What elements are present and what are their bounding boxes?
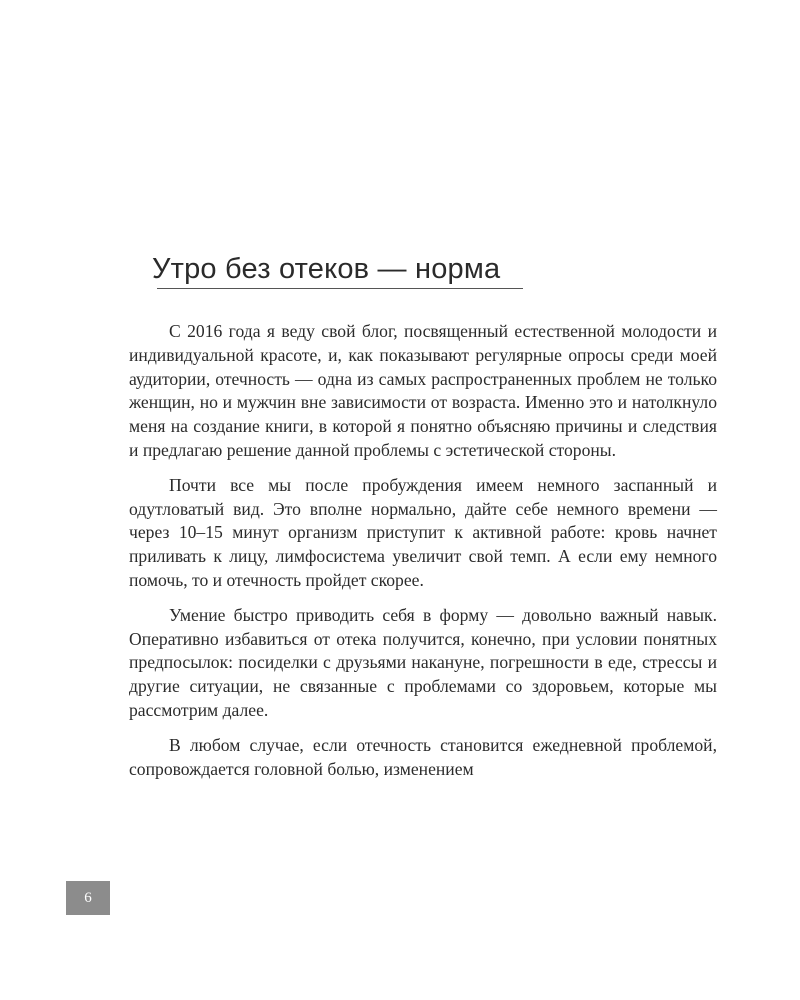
paragraph: В любом случае, если отечность становится ежедневной проблемой, сопровождается головной болью, изменением — [129, 734, 717, 779]
chapter-title: Утро без отеков — норма — [152, 253, 501, 285]
paragraph: С 2016 года я веду свой блог, посвященный естественной молодости и индивидуальной красоте, и, как показывают регулярные опросы среди моей аудитории, отечность — одна из самых распространенных проблем не только женщин, но и мужчин вне зависимости от возраста. Именно это и натолкнуло меня на создание книги, в которой я понятно объясняю причины и следствия и предлагаю решение данной проблемы с эстетической стороны. — [129, 321, 717, 460]
paragraph: Умение быстро приводить себя в форму — довольно важный навык. Оперативно избавиться от отека получится, конечно, при условии понятных предпосылок: посиделки с друзьями накануне, погрешности в еде, стрессы и другие ситуации, не связанные с проблемами со здоровьем, которые мы рассмотрим далее. — [129, 604, 717, 720]
paragraph: Почти все мы после пробуждения имеем немного заспанный и одутловатый вид. Это вполне нормально, дайте себе немного времени — через 10–15 минут организм приступит к активной работе: кровь начнет приливать к лицу, лимфосистема увеличит свой темп. А если ему немного помочь, то и отечность пройдет скорее. — [129, 474, 717, 590]
page-number: 6 — [66, 881, 110, 915]
title-underline — [157, 288, 523, 289]
body-text — [129, 320, 717, 792]
